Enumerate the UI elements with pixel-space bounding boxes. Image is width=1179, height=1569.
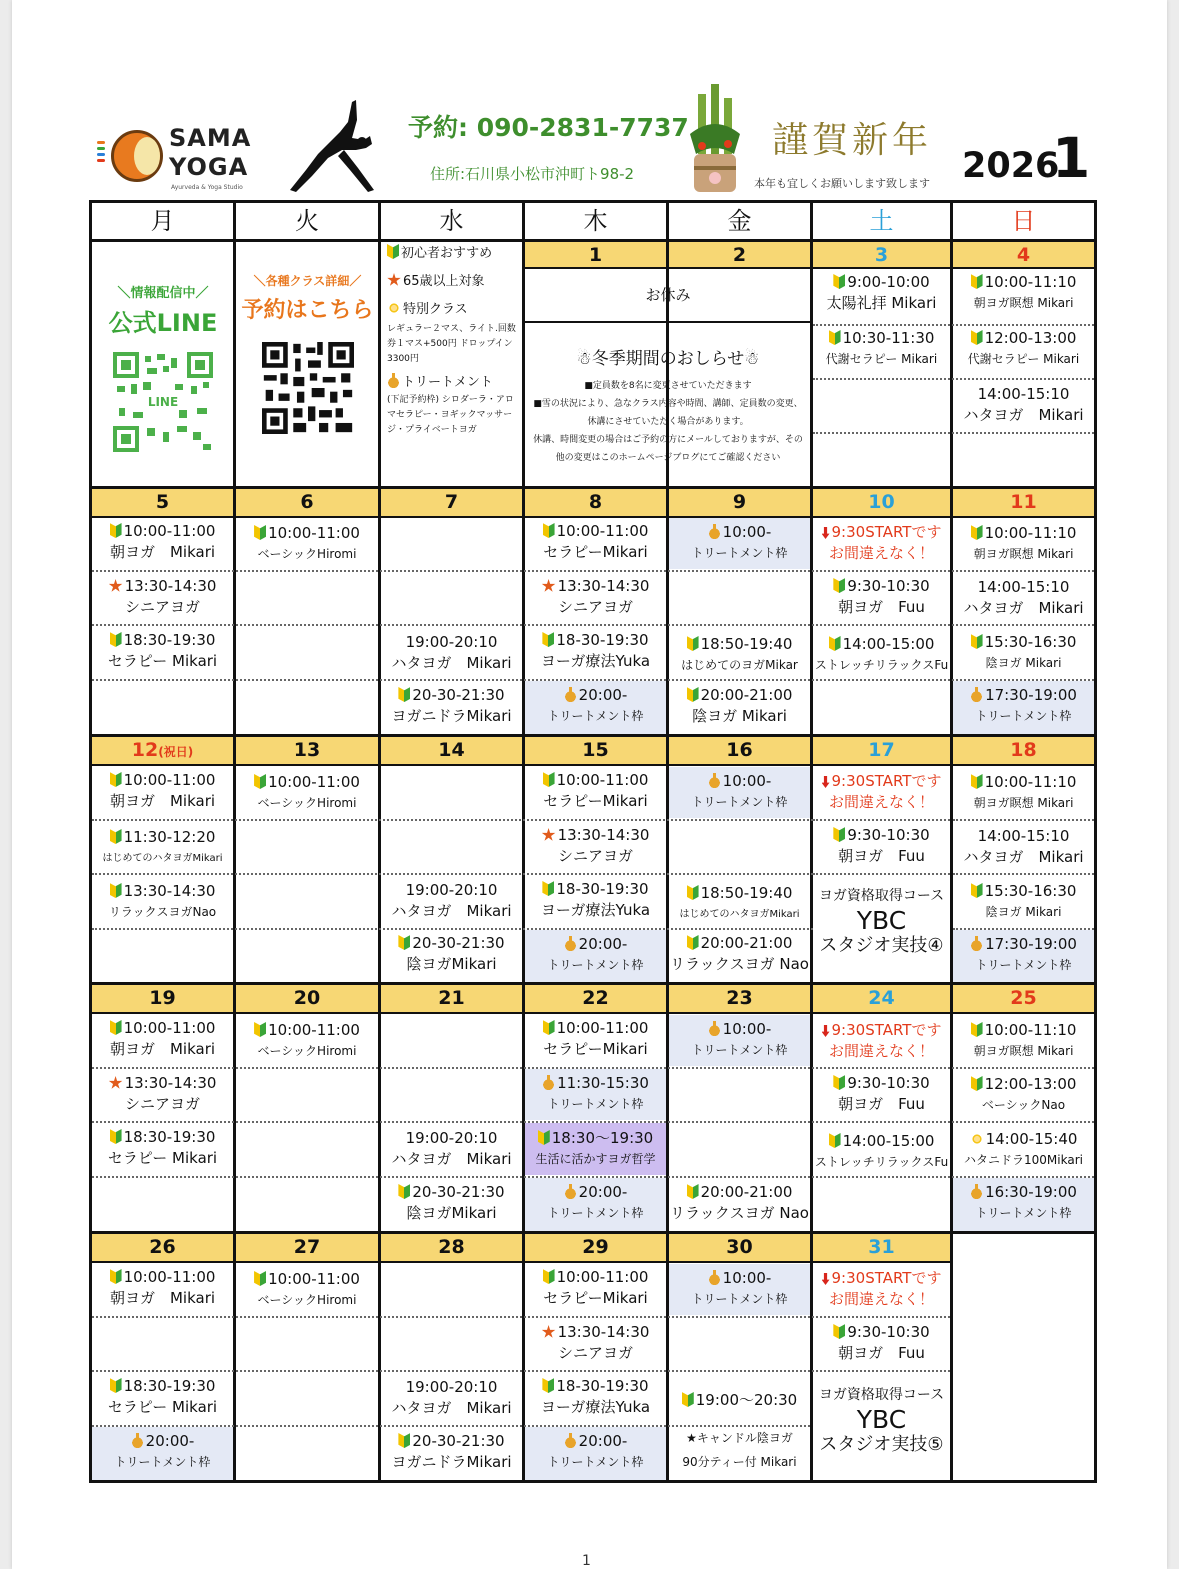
date-26: 26 (92, 1234, 233, 1261)
class-slot[interactable]: 19:00-20:10 ハタヨガ Mikari (391, 633, 512, 672)
date-24: 24 (813, 985, 950, 1012)
class-slot[interactable]: 14:00-15:10 ハタヨガ Mikari (963, 385, 1084, 424)
class-slot[interactable]: 10:00-11:00 朝ヨガ Mikari (109, 1268, 216, 1307)
treatment-slot[interactable]: 10:00- トリートメント枠 (669, 518, 810, 569)
date-7: 7 (381, 489, 522, 516)
class-slot[interactable]: 20:00-21:00 リラックスヨガ Nao (670, 934, 809, 973)
class-slot[interactable]: 12:00-13:00 代謝セラピー Mikari (967, 329, 1080, 366)
weekday-tue: 火 (295, 207, 319, 235)
treatment-slot[interactable]: 20:00- トリートメント枠 (525, 1178, 666, 1231)
class-slot[interactable]: 10:00-11:00 ベーシックHiromi (236, 772, 378, 818)
reservation-box[interactable] (237, 242, 378, 486)
class-slot[interactable]: 13:30-14:30 シニアヨガ (525, 825, 666, 873)
class-slot[interactable]: 19:00-20:10 ハタヨガ Mikari (391, 1129, 512, 1168)
class-slot[interactable]: 18:50-19:40 はじめてのヨガMikar (681, 635, 798, 672)
class-slot[interactable]: 19:00-20:10 ハタヨガ Mikari (391, 1378, 512, 1417)
class-slot[interactable]: 10:00-11:10 朝ヨガ瞑想 Mikari (953, 772, 1094, 818)
class-slot[interactable]: 20:00-21:00 リラックスヨガ Nao (670, 1183, 809, 1222)
class-slot[interactable]: 10:00-11:00 セラピーMikari (543, 771, 649, 810)
start-time-notice: 9:30STARTです お間違えなく！ (813, 1268, 950, 1315)
treatment-icon (387, 373, 400, 388)
start-time-notice: 9:30STARTです お間違えなく！ (813, 771, 950, 818)
class-slot[interactable]: 10:00-11:00 朝ヨガ Mikari (109, 522, 216, 561)
legend-beginner (387, 244, 521, 264)
kadomatsu-icon (684, 84, 746, 196)
date-10: 10 (813, 489, 950, 516)
legend-beginner-label: 初心者おすすめ (401, 246, 493, 261)
logo-text: SAMA YOGA (169, 124, 252, 181)
class-slot[interactable]: 15:30-16:30 陰ヨガ Mikari (953, 632, 1094, 678)
treatment-slot[interactable]: 17:30-19:00 トリートメント枠 (953, 681, 1094, 734)
treatment-slot[interactable]: 10:00- トリートメント枠 (669, 1015, 810, 1066)
date-17: 17 (813, 737, 950, 764)
class-slot[interactable]: 18:30-19:30 セラピー Mikari (107, 1377, 218, 1416)
class-slot[interactable]: 18-30-19:30 ヨーガ療法Yuka (540, 1377, 651, 1416)
class-slot[interactable]: 10:00-11:00 セラピーMikari (543, 1268, 649, 1307)
class-slot[interactable]: 13:30-14:30 シニアヨガ (525, 1322, 666, 1370)
class-slot[interactable]: 20-30-21:30 ヨガニドラMikari (391, 1432, 512, 1471)
treatment-slot[interactable]: 10:00- トリートメント枠 (669, 767, 810, 818)
class-slot[interactable]: 10:00-11:00 ベーシックHiromi (236, 523, 378, 569)
reservation-title: 予約はこちら (241, 298, 374, 323)
legend-senior-label: 65歳以上対象 (403, 274, 485, 289)
new-year-subgreeting: 本年も宜しくお願いします致します (754, 177, 930, 190)
start-time-notice: 9:30STARTです お間違えなく！ (813, 522, 950, 569)
legend-senior (387, 272, 521, 292)
date-25: 25 (953, 985, 1094, 1012)
date-11: 11 (953, 489, 1094, 516)
line-qr-code-icon[interactable] (113, 352, 213, 452)
legend-treatment-note: (下記予約枠) シロダーラ・アロマセラピー・ヨギックマッサージ・プライベートヨガ (387, 395, 514, 435)
treatment-slot[interactable]: 16:30-19:00 トリートメント枠 (953, 1178, 1094, 1231)
class-slot[interactable]: 10:00-11:10 朝ヨガ瞑想 Mikari (953, 523, 1094, 569)
studio-address: 住所:石川県小松市沖町ト98-2 (430, 165, 635, 183)
class-slot[interactable]: 20:00-21:00 陰ヨガ Mikari (669, 685, 810, 732)
treatment-slot[interactable]: 20:00- トリートメント枠 (92, 1427, 233, 1480)
weekday-wed: 水 (439, 207, 464, 235)
start-time-notice: 9:30STARTです お間違えなく！ (813, 1020, 950, 1067)
date-18: 18 (953, 737, 1094, 764)
date-21: 21 (381, 985, 522, 1012)
svg-text:LINE: LINE (147, 395, 179, 409)
reservation-phone[interactable]: 予約: 090-2831-7737 (408, 113, 689, 142)
date-6: 6 (236, 489, 378, 516)
weekday-fri: 金 (727, 207, 752, 235)
page-number: 1 (582, 1553, 591, 1569)
winter-notice-title: ☃冬季期間のおしらせ☃ (576, 349, 760, 369)
date-1: 1 (525, 242, 666, 269)
logo-subtitle: Ayurveda & Yoga Studio (171, 184, 243, 191)
weekday-sat: 土 (869, 207, 894, 235)
class-slot[interactable]: 13:30-14:30 シニアヨガ (525, 576, 666, 624)
class-slot[interactable]: 13:30-14:30 リラックスヨガNao (108, 882, 217, 919)
date-3: 3 (813, 242, 950, 269)
class-slot[interactable]: 13:30-14:30 シニアヨガ (92, 576, 233, 624)
candle-yoga-slot[interactable]: 19:00〜20:30 ★キャンドル陰ヨガ 90分ティー付 Mikari (682, 1391, 798, 1469)
class-slot[interactable]: 14:00-15:00 ストレッチリラックスFu (814, 635, 949, 672)
date-2: 2 (669, 242, 810, 269)
legend-special-label: 特別クラス (403, 302, 468, 317)
class-slot[interactable]: 14:00-15:10 ハタヨガ Mikari (963, 578, 1084, 617)
treatment-slot[interactable]: 20:00- トリートメント枠 (525, 930, 666, 982)
reservation-qr-code-icon[interactable] (262, 342, 354, 434)
date-19: 19 (92, 985, 233, 1012)
legend-special (387, 300, 521, 320)
treatment-slot[interactable]: 11:30-15:30 トリートメント枠 (525, 1069, 666, 1120)
date-29: 29 (525, 1234, 666, 1261)
class-slot[interactable]: 10:00-11:10 朝ヨガ瞑想 Mikari (953, 1020, 1094, 1066)
date-4: 4 (953, 242, 1094, 269)
class-slot[interactable]: 9:30-10:30 朝ヨガ Fuu (813, 825, 950, 873)
official-line-box[interactable] (92, 242, 234, 486)
weekday-thu: 木 (583, 207, 608, 235)
class-slot[interactable]: 20-30-21:30 陰ヨガMikari (381, 1182, 522, 1229)
class-slot[interactable]: 19:00-20:10 ハタヨガ Mikari (391, 881, 512, 920)
weekday-mon: 月 (150, 207, 175, 235)
class-slot[interactable]: 13:30-14:30 シニアヨガ (92, 1073, 233, 1121)
ybc-course[interactable]: ヨガ資格取得コース YBC スタジオ実技④ (818, 888, 945, 956)
date-5: 5 (92, 489, 233, 516)
class-slot[interactable]: 18:30-19:30 セラピー Mikari (107, 1128, 218, 1167)
class-slot[interactable]: 14:00-15:10 ハタヨガ Mikari (963, 827, 1084, 866)
class-slot[interactable]: 10:00-11:00 朝ヨガ Mikari (109, 771, 216, 810)
line-title: 公式LINE (108, 309, 218, 337)
legend-treatment-label: トリートメント (402, 375, 493, 390)
class-slot[interactable]: 10:00-11:00 朝ヨガ Mikari (109, 1019, 216, 1058)
class-slot[interactable]: 10:00-11:00 セラピーMikari (543, 1019, 649, 1058)
date-13: 13 (236, 737, 378, 764)
date-31: 31 (813, 1234, 950, 1261)
maple-leaf-icon (387, 273, 401, 287)
class-slot[interactable]: 20-30-21:30 ヨガニドラMikari (391, 686, 512, 725)
date-30: 30 (669, 1234, 810, 1261)
legend-treatment (387, 373, 521, 393)
class-slot[interactable]: 11:30-12:20 はじめてのハタヨガMikari (102, 828, 223, 864)
class-slot[interactable]: 9:30-10:30 朝ヨガ Fuu (813, 1322, 950, 1370)
yoga-pose-icon (284, 98, 384, 196)
date-15: 15 (525, 737, 666, 764)
weekday-sun: 日 (1011, 207, 1036, 235)
date-14: 14 (381, 737, 522, 764)
date-20: 20 (236, 985, 378, 1012)
treatment-slot[interactable]: 20:00- トリートメント枠 (525, 681, 666, 734)
date-27: 27 (236, 1234, 378, 1261)
class-slot[interactable]: 18:50-19:40 はじめてのハタヨガMikari (679, 884, 800, 920)
class-slot[interactable]: 10:00-11:00 ベーシックHiromi (236, 1020, 378, 1066)
class-slot[interactable]: 14:00-15:40 ハタニドラ100Mikari (964, 1130, 1083, 1167)
date-28: 28 (381, 1234, 522, 1261)
new-year-greeting: 謹賀新年 (772, 120, 933, 161)
class-slot[interactable]: 20-30-21:30 陰ヨガMikari (381, 933, 522, 980)
treatment-slot[interactable]: 10:00- トリートメント枠 (669, 1264, 810, 1315)
class-slot[interactable]: 18-30-19:30 ヨーガ療法Yuka (540, 880, 651, 919)
treatment-slot[interactable]: 20:00- トリートメント枠 (525, 1427, 666, 1480)
philosophy-class-slot[interactable]: 18:30〜19:30 生活に活かすヨガ哲学 (525, 1123, 666, 1175)
legend-special-note: レギュラー２マス、ライト.回数券１マス+500円 ドロップイン3300円 (387, 324, 516, 364)
winter-notice-body: ■定員数を8名に変更させていただきます ■雪の状況により、急なクラス内容や時間、講師、定員数の変更、休講にさせていただく場合があります。 休講、時間変更の場合はご予約の方にメールしておりますが、その他の変更はこのホームページブログにてご確認ください (533, 381, 803, 463)
date-8: 8 (525, 489, 666, 516)
class-slot[interactable]: 10:00-11:00 ベーシックHiromi (236, 1269, 378, 1315)
star-icon (387, 301, 401, 315)
beginner-leaf-icon (387, 244, 399, 259)
logo-circle-icon (111, 130, 163, 182)
class-slot[interactable]: 9:30-10:30 朝ヨガ Fuu (813, 576, 950, 624)
class-legend (383, 242, 523, 486)
class-slot[interactable]: 10:00-11:00 セラピーMikari (543, 522, 649, 561)
class-slot[interactable]: 9:00-10:00 太陽礼拝 Mikari (826, 273, 937, 312)
calendar-year: 2026 (962, 146, 1060, 186)
class-slot[interactable]: 10:00-11:10 朝ヨガ瞑想 Mikari (953, 272, 1094, 322)
class-slot[interactable]: 18-30-19:30 ヨーガ療法Yuka (540, 631, 651, 670)
class-slot[interactable]: 12:00-13:00 ベーシックNao (953, 1074, 1094, 1120)
class-slot[interactable]: 15:30-16:30 陰ヨガ Mikari (953, 881, 1094, 927)
line-subtitle: ＼情報配信中／ (117, 286, 209, 301)
date-9: 9 (669, 489, 810, 516)
ybc-course[interactable]: ヨガ資格取得コース YBC スタジオ実技⑤ (818, 1387, 945, 1455)
class-slot[interactable]: 10:30-11:30 代謝セラピー Mikari (825, 329, 938, 366)
class-slot[interactable]: 14:00-15:00 ストレッチリラックスFu (814, 1132, 949, 1169)
date-22: 22 (525, 985, 666, 1012)
closed-notice: お休み (645, 286, 691, 304)
date-23: 23 (669, 985, 810, 1012)
calendar-month: 1 (1052, 126, 1091, 190)
date-16: 16 (669, 737, 810, 764)
date-12-holiday: 12(祝日) (92, 737, 233, 764)
winter-notice (526, 324, 810, 486)
class-slot[interactable]: 18:30-19:30 セラピー Mikari (107, 631, 218, 670)
class-slot[interactable]: 9:30-10:30 朝ヨガ Fuu (813, 1073, 950, 1121)
calendar-grid (89, 200, 1097, 1483)
treatment-slot[interactable]: 17:30-19:00 トリートメント枠 (953, 930, 1094, 982)
sama-yoga-logo (97, 118, 267, 194)
reservation-subtitle: ＼各種クラス詳細／ (253, 274, 362, 288)
page (12, 0, 1167, 1569)
